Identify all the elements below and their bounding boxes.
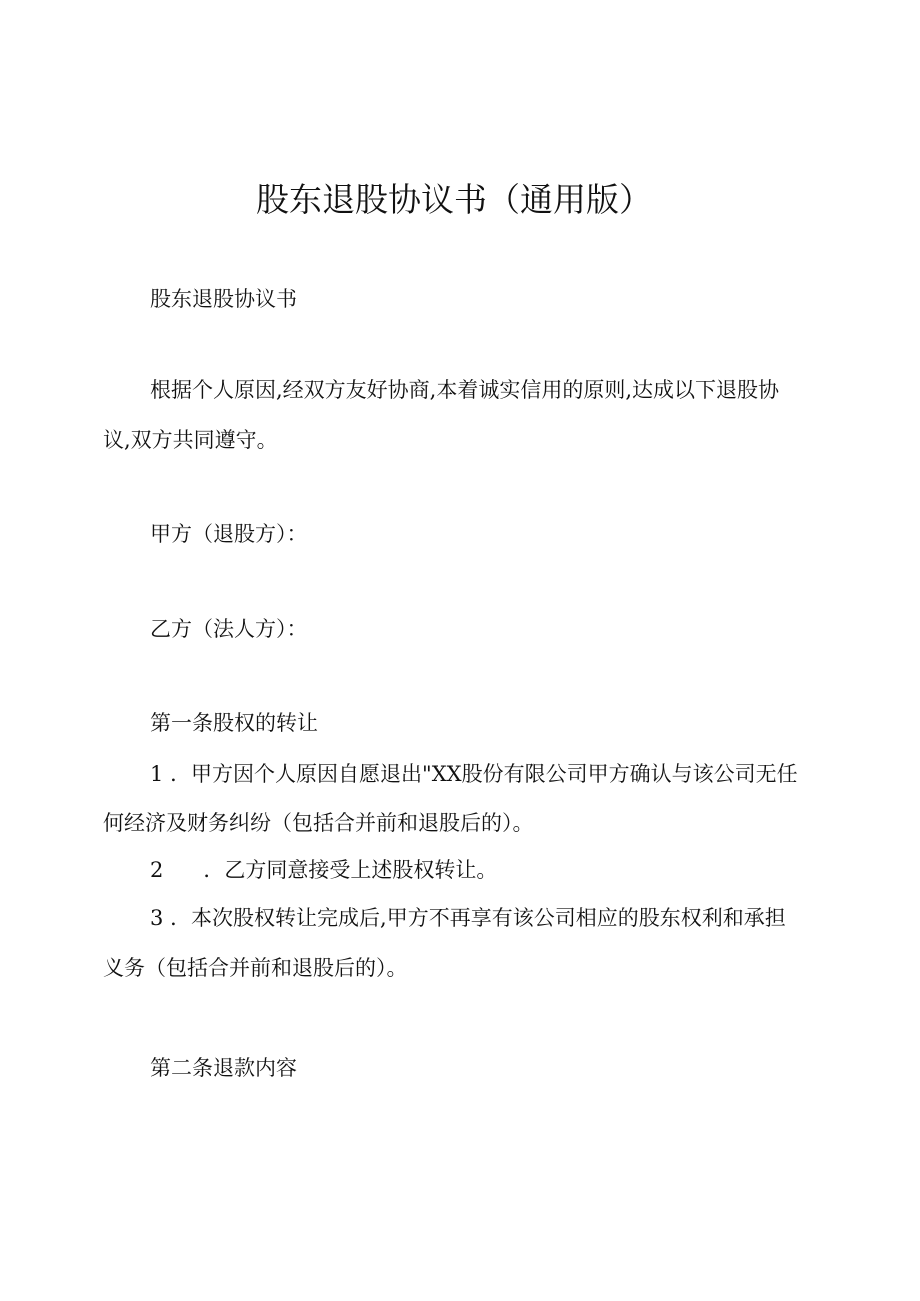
item-text: ．乙方同意接受上述股权转让。 (203, 858, 498, 882)
article-2-heading: 第二条退款内容 (150, 1056, 297, 1080)
article-1-item-1-line-1 (150, 759, 798, 789)
party-b-label: 乙方（法人方）： (150, 617, 308, 641)
document-subtitle: 股东退股协议书 (150, 287, 297, 311)
preamble-line-1: 根据个人原因,经双方友好协商,本着诚实信用的原则,达成以下退股协 (150, 378, 780, 402)
article-1-item-1-line-2: 何经济及财务纠纷（包括合并前和退股后的）。 (103, 811, 534, 835)
article-1-item-2 (150, 855, 497, 885)
item-number: 2 (150, 858, 164, 882)
document-title: 股东退股协议书（通用版） (256, 180, 652, 219)
preamble-line-2: 议,双方共同遵守。 (103, 428, 278, 452)
article-1-heading: 第一条股权的转让 (150, 711, 318, 735)
article-1-item-3-line-1 (150, 903, 786, 933)
article-1-item-3-line-2: 义务（包括合并前和退股后的）。 (103, 956, 408, 980)
party-a-label: 甲方（退股方）： (150, 522, 308, 546)
item-text: ．甲方因个人原因自愿退出"XX股份有限公司甲方确认与该公司无任 (170, 762, 798, 786)
item-number: 1 (150, 762, 164, 786)
item-number: 3 (150, 906, 164, 930)
item-text: ．本次股权转让完成后,甲方不再享有该公司相应的股东权利和承担 (170, 906, 786, 930)
